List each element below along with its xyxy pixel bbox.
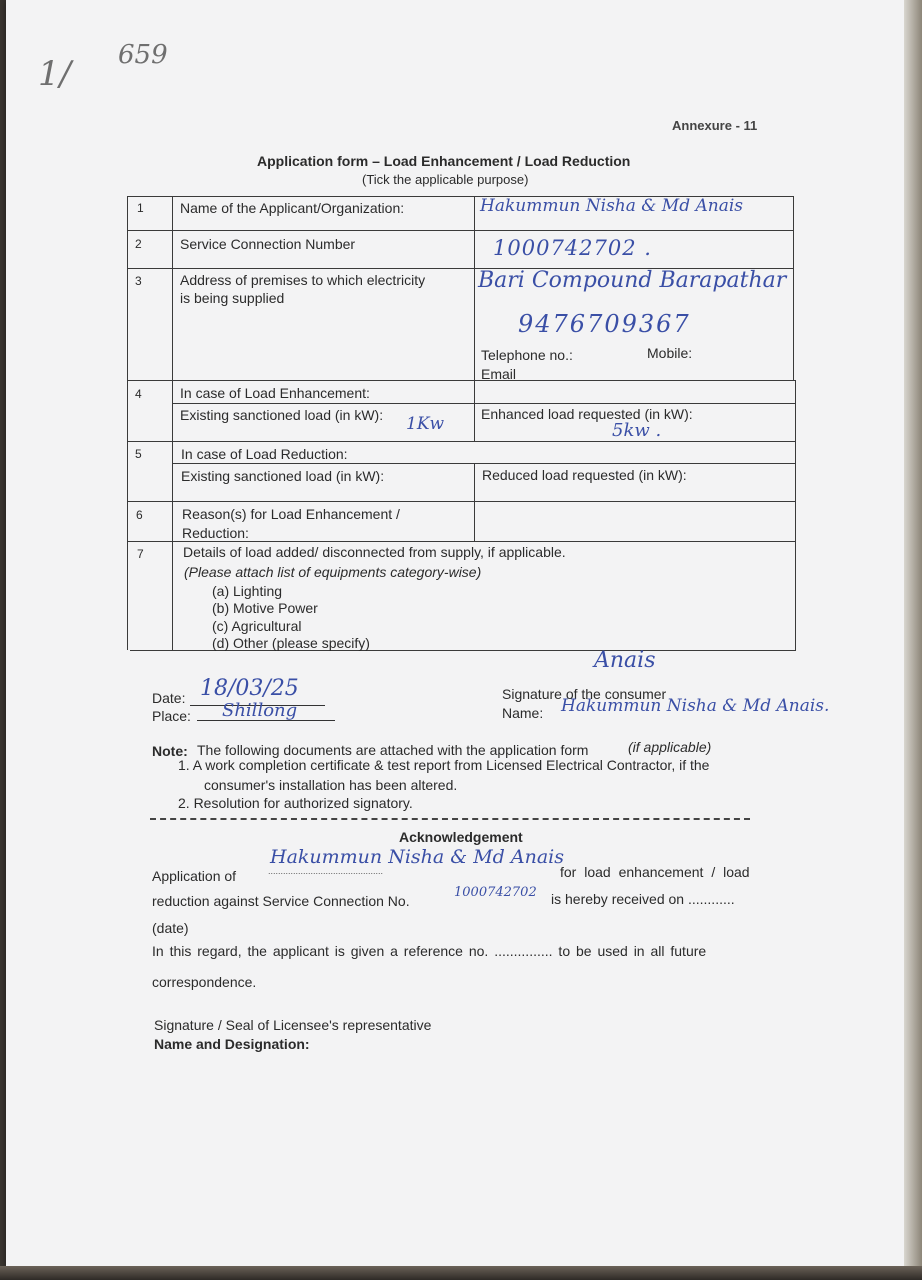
load-enhancement-heading: In case of Load Enhancement: (180, 385, 370, 401)
row-number: 5 (135, 447, 142, 461)
service-connection-label: Service Connection Number (180, 236, 356, 252)
row-number: 2 (135, 237, 142, 251)
enhanced-load-value: 5kw . (612, 420, 662, 441)
category-motive-power: (b) Motive Power (212, 600, 318, 616)
applicant-name-value: Hakummun Nisha & Md Anais (480, 196, 744, 216)
place-label: Place: (152, 708, 191, 724)
existing-load-reduction-label: Existing sanctioned load (in kW): (181, 468, 385, 484)
annexure-label: Annexure - 11 (672, 118, 758, 133)
load-reduction-heading: In case of Load Reduction: (181, 446, 348, 462)
row-number: 1 (137, 201, 144, 215)
mobile-label: Mobile: (647, 345, 693, 361)
ack-for-text: for load enhancement / load (560, 864, 750, 880)
category-other: (d) Other (please specify) (212, 635, 370, 651)
reduced-load-label: Reduced load requested (in kW): (482, 467, 687, 483)
reasons-label: Reason(s) for Load Enhancement / (182, 506, 400, 522)
ack-line-2: reduction against Service Connection No. (152, 893, 410, 909)
note-text: The following documents are attached with the application form (197, 742, 589, 758)
reasons-label-cont: Reduction: (182, 525, 249, 541)
note-item-1-cont: consumer's installation has been altered. (204, 777, 458, 793)
load-details-note: (Please attach list of equipments category-wise) (184, 564, 482, 580)
address-label: Address of premises to which electricity (180, 272, 426, 288)
row-number: 6 (136, 508, 143, 522)
phone-value: 9476709367 (518, 310, 691, 338)
licensee-signature-label: Signature / Seal of Licensee's representative (154, 1017, 432, 1033)
signature-scribble: Anais (594, 648, 656, 673)
signature-label: Signature of the consumer (502, 686, 667, 702)
cut-line (150, 818, 750, 820)
load-details-label: Details of load added/ disconnected from supply, if applicable. (183, 544, 566, 560)
existing-load-label: Existing sanctioned load (in kW): (180, 407, 384, 423)
ack-correspondence: correspondence. (152, 974, 257, 990)
email-label: Email (481, 366, 517, 382)
telephone-label: Telephone no.: (481, 347, 573, 363)
date-label: Date: (152, 690, 186, 706)
category-agricultural: (c) Agricultural (212, 618, 302, 634)
address-label-cont: is being supplied (180, 290, 285, 306)
address-value: Bari Compound Barapathar (478, 268, 787, 293)
existing-load-value: 1Kw (406, 414, 445, 434)
place-underline (197, 720, 335, 721)
service-connection-value: 1000742702 . (493, 236, 652, 260)
acknowledgement-heading: Acknowledgement (399, 829, 523, 845)
form-title: Application form – Load Enhancement / Load Reduction (257, 153, 631, 169)
ack-date: (date) (152, 920, 189, 936)
name-designation-label: Name and Designation: (154, 1036, 310, 1052)
ack-received-on: is hereby received on ............ (551, 891, 735, 907)
enhanced-load-label: Enhanced load requested (in kW): (481, 406, 693, 422)
form-subtitle: (Tick the applicable purpose) (362, 172, 529, 187)
desk-surface (0, 1266, 922, 1280)
row-number: 4 (135, 387, 142, 401)
consumer-name-label: Name: (502, 705, 544, 721)
ack-reference-line: In this regard, the applicant is given a reference no. ............... to be used in all future (152, 943, 707, 959)
date-value: 18/03/25 (200, 676, 299, 701)
margin-tick: 1/ (38, 54, 72, 94)
ack-applicant-name: Hakummun Nisha & Md Anais (270, 846, 564, 868)
note-label: Note: (152, 743, 188, 759)
place-value: Shillong (222, 700, 298, 721)
ack-application-of: Application of (152, 868, 237, 884)
note-item-1: 1. A work completion certificate & test report from Licensed Electrical Contractor, if the (178, 757, 710, 773)
consumer-name-value: Hakummun Nisha & Md Anais. (561, 696, 830, 716)
category-lighting: (a) Lighting (212, 583, 283, 599)
note-item-2: 2. Resolution for authorized signatory. (178, 795, 413, 811)
ack-scn-value: 1000742702 (454, 885, 537, 900)
row-number: 7 (137, 547, 144, 561)
row-number: 3 (135, 274, 142, 288)
applicant-name-label: Name of the Applicant/Organization: (180, 200, 405, 216)
note-paren: (if applicable) (628, 739, 712, 755)
ack-dots: .............................................. (268, 866, 384, 876)
margin-number: 659 (118, 40, 168, 70)
form-sheet (6, 0, 906, 1268)
page-edge (904, 0, 922, 1280)
